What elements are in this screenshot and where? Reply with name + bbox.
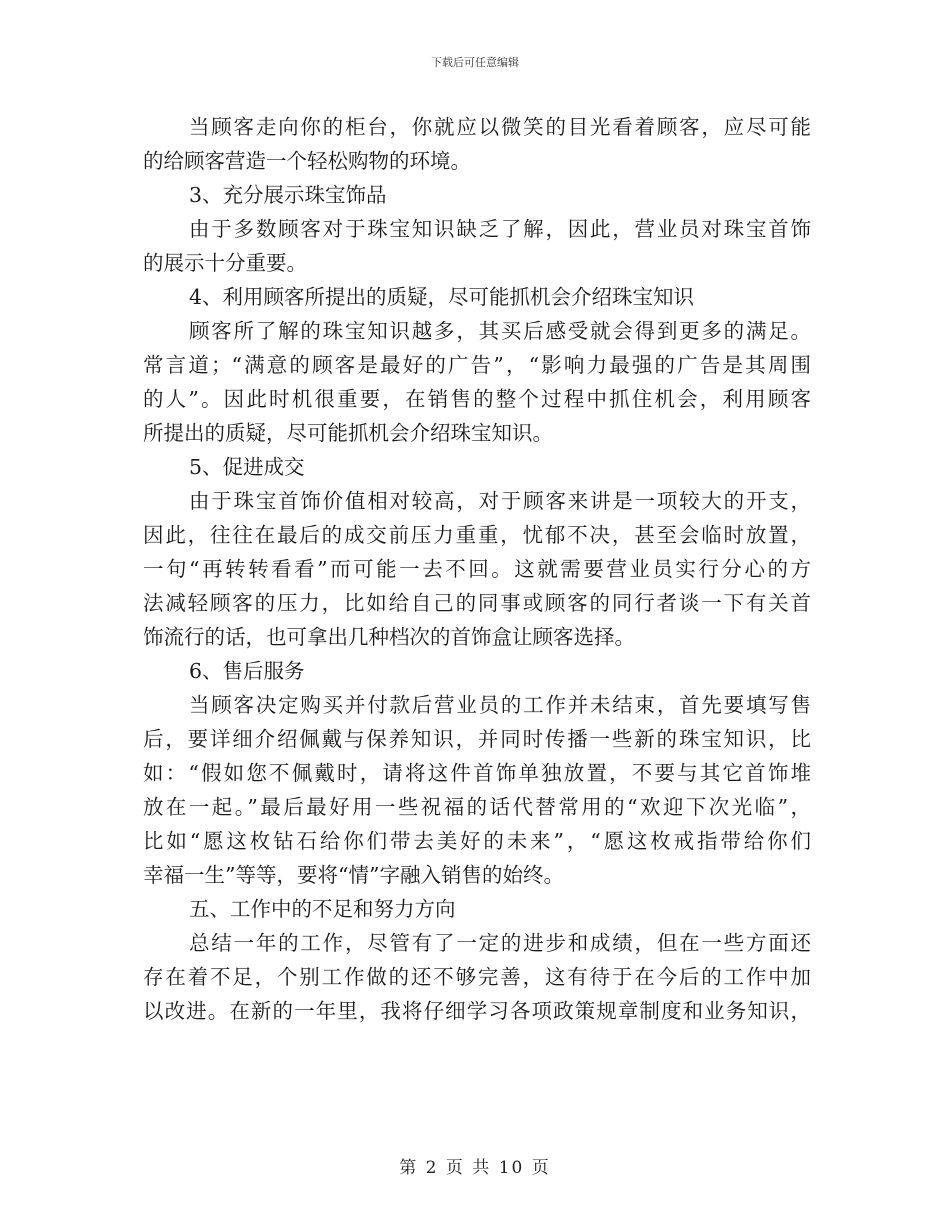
section-heading: 5、促进成交 bbox=[189, 455, 305, 479]
section-heading: 4、利用顾客所提出的质疑，尽可能抓机会介绍珠宝知识 bbox=[189, 285, 695, 309]
section-heading: 3、充分展示珠宝饰品 bbox=[189, 183, 387, 207]
page-header: 下载后可任意编辑 bbox=[431, 56, 519, 69]
paragraph-line: 常言道；“满意的顾客是最好的广告”，“影响力最强的广告是其周围 bbox=[143, 353, 811, 377]
paragraph-line: 法减轻顾客的压力，比如给自己的同事或顾客的同行者谈一下有关首 bbox=[143, 591, 811, 615]
paragraph-line: 饰流行的话，也可拿出几种档次的首饰盒让顾客选择。 bbox=[143, 625, 635, 649]
paragraph-line: 比如“愿这枚钻石给你们带去美好的未来”，“愿这枚戒指带给你们 bbox=[143, 829, 811, 853]
paragraph-line: 如：“假如您不佩戴时，请将这件首饰单独放置，不要与其它首饰堆 bbox=[143, 761, 811, 785]
paragraph-line: 当顾客决定购买并付款后营业员的工作并未结束，首先要填写售 bbox=[189, 693, 811, 717]
page-footer: 第 2 页 共 10 页 bbox=[399, 1158, 551, 1178]
paragraph-line: 顾客所了解的珠宝知识越多，其买后感受就会得到更多的满足。 bbox=[189, 319, 811, 343]
paragraph-line: 放在一起。”最后最好用一些祝福的话代替常用的“欢迎下次光临”， bbox=[143, 795, 811, 819]
paragraph-line: 的给顾客营造一个轻松购物的环境。 bbox=[143, 149, 471, 173]
document-body bbox=[143, 110, 811, 1028]
paragraph-line: 以改进。在新的一年里，我将仔细学习各项政策规章制度和业务知识， bbox=[143, 999, 811, 1023]
paragraph-line: 的人”。因此时机很重要，在销售的整个过程中抓住机会，利用顾客 bbox=[143, 387, 811, 411]
paragraph-line: 所提出的质疑，尽可能抓机会介绍珠宝知识。 bbox=[143, 421, 553, 445]
paragraph-line: 幸福一生”等等，要将“情”字融入销售的始终。 bbox=[143, 863, 564, 887]
paragraph-line: 的展示十分重要。 bbox=[143, 251, 307, 275]
section-heading: 6、售后服务 bbox=[189, 659, 305, 683]
paragraph-line: 由于多数顾客对于珠宝知识缺乏了解，因此，营业员对珠宝首饰 bbox=[189, 217, 811, 241]
paragraph-line: 一句“再转转看看”而可能一去不回。这就需要营业员实行分心的方 bbox=[143, 557, 811, 581]
paragraph-line: 存在着不足，个别工作做的还不够完善，这有待于在今后的工作中加 bbox=[143, 965, 811, 989]
paragraph-line: 当顾客走向你的柜台，你就应以微笑的目光看着顾客，应尽可能 bbox=[189, 115, 811, 139]
paragraph-line: 由于珠宝首饰价值相对较高，对于顾客来讲是一项较大的开支， bbox=[189, 489, 811, 513]
paragraph-line: 总结一年的工作，尽管有了一定的进步和成绩，但在一些方面还 bbox=[189, 931, 811, 955]
paragraph-line: 因此，往往在最后的成交前压力重重，忧郁不决，甚至会临时放置， bbox=[143, 523, 811, 547]
paragraph-line: 后，要详细介绍佩戴与保养知识，并同时传播一些新的珠宝知识，比 bbox=[143, 727, 811, 751]
section-heading: 五、工作中的不足和努力方向 bbox=[189, 897, 456, 921]
